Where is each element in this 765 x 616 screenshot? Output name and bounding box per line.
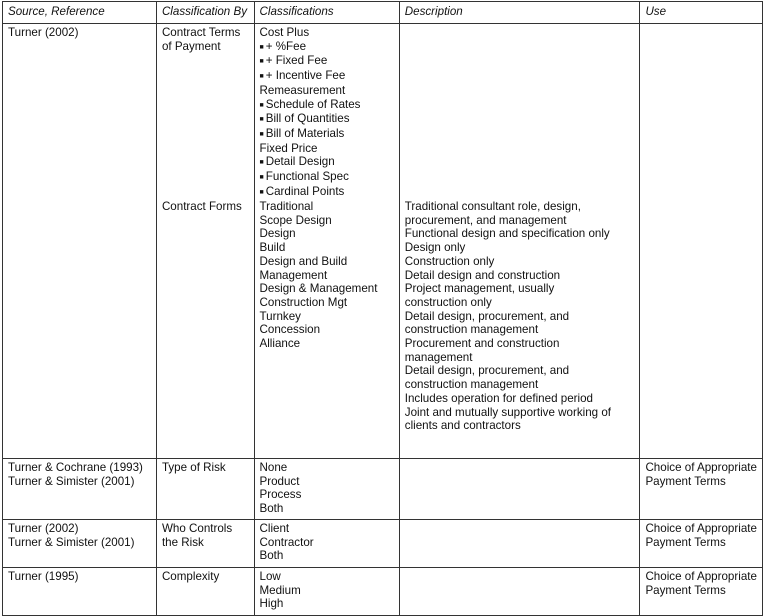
classification-item: Cost Plus — [259, 26, 310, 39]
classification-item: Turnkey — [259, 309, 301, 323]
source-cell — [3, 459, 157, 520]
classification-item: Process — [259, 488, 302, 502]
use-line: Payment Terms — [645, 535, 726, 549]
classification-item: Low — [259, 570, 281, 583]
source-line: Turner & Cochrane (1993) — [8, 461, 143, 474]
classification-item: Contractor — [259, 535, 314, 549]
source-cell — [3, 568, 157, 616]
description-line: Detail design, procurement, and — [404, 309, 570, 323]
header-use: Use — [640, 2, 763, 24]
table-row — [3, 520, 763, 568]
classification-by-line: of Payment — [161, 39, 221, 53]
classification-item: Medium — [259, 583, 301, 597]
classification-item: ■ Functional Spec — [260, 170, 394, 185]
description-cell — [399, 520, 640, 568]
header-source: Source, Reference — [3, 2, 157, 24]
source-line: Turner & Simister (2001) — [8, 474, 135, 488]
header-description: Description — [399, 2, 640, 24]
classifications-cell — [254, 568, 399, 616]
classification-item: Traditional — [259, 200, 314, 213]
description-line: Joint and mutually supportive working of — [404, 405, 611, 419]
source-line: Turner (1995) — [8, 570, 79, 583]
use-line: Payment Terms — [645, 583, 726, 597]
classification-item: Product — [259, 474, 300, 488]
description-line: Traditional consultant role, design, — [404, 200, 581, 213]
description-cell — [399, 459, 640, 520]
description-line: construction management — [404, 378, 539, 392]
source-cell — [3, 24, 157, 459]
classification-by-line: the Risk — [161, 535, 204, 549]
classification-item: Construction Mgt — [259, 295, 348, 309]
description-line: procurement, and management — [404, 213, 567, 227]
classification-item: Both — [259, 549, 284, 563]
classification-by-line: Complexity — [161, 570, 220, 583]
use-line: Choice of Appropriate — [645, 570, 757, 583]
classification-item: Client — [259, 522, 290, 535]
classifications-cell — [254, 459, 399, 520]
source-line: Turner & Simister (2001) — [8, 535, 135, 549]
classification-item: None — [259, 461, 288, 474]
use-cell — [640, 520, 763, 568]
source-line: Turner (2002) — [8, 26, 79, 39]
description-line: Detail design and construction — [404, 268, 561, 282]
description-line: Includes operation for defined period — [404, 391, 593, 405]
description-cell — [399, 568, 640, 616]
classification-item: ■ + Fixed Fee — [260, 54, 394, 69]
classification-item: Remeasurement — [259, 83, 346, 97]
description-line: Detail design, procurement, and — [404, 364, 570, 378]
use-cell — [640, 568, 763, 616]
classification-item: ■ Bill of Quantities — [260, 112, 394, 127]
use-line: Payment Terms — [645, 474, 726, 488]
description-line: Construction only — [404, 254, 495, 268]
classification-item: Fixed Price — [259, 141, 318, 155]
classification-item: ■ Bill of Materials — [260, 127, 394, 142]
classification-item: High — [259, 597, 284, 611]
description-line: Design only — [404, 241, 466, 255]
description-line: construction management — [404, 323, 539, 337]
description-line: clients and contractors — [404, 419, 521, 433]
classification-item: Both — [259, 502, 284, 516]
use-cell — [640, 459, 763, 520]
header-classifications: Classifications — [254, 2, 399, 24]
description-line: Functional design and specification only — [404, 227, 610, 241]
classification-item: ■ Cardinal Points — [260, 185, 394, 200]
table-row — [3, 24, 763, 459]
classification-by-cell — [156, 520, 254, 568]
classification-by-cell — [156, 568, 254, 616]
classification-item: ■ Detail Design — [260, 155, 394, 170]
classification-by-cell — [156, 459, 254, 520]
table-row — [3, 568, 763, 616]
classifications-cell — [254, 520, 399, 568]
classification-item: Design & Management — [259, 282, 378, 296]
classification-item: Design and Build — [259, 254, 348, 268]
source-line: Turner (2002) — [8, 522, 79, 535]
classification-by-line: Type of Risk — [161, 461, 226, 474]
classification-item: Concession — [259, 323, 321, 337]
classifications-cell — [254, 24, 399, 459]
table-row — [3, 459, 763, 520]
header-classification-by: Classification By — [156, 2, 254, 24]
description-line: Procurement and construction — [404, 337, 560, 351]
classification-item: ■ + Incentive Fee — [260, 69, 394, 84]
use-line: Choice of Appropriate — [645, 461, 757, 474]
use-cell — [640, 24, 763, 459]
classification-item: ■ + %Fee — [260, 40, 394, 55]
classification-item: Alliance — [259, 337, 301, 351]
classification-by-line: Contract Forms — [161, 200, 242, 213]
classification-item: Scope Design — [259, 213, 332, 227]
use-line: Choice of Appropriate — [645, 522, 757, 535]
classification-item: Design — [259, 227, 296, 241]
classification-by-line: Contract Terms — [161, 26, 241, 39]
classification-item: ■ Schedule of Rates — [260, 98, 394, 113]
classification-table — [2, 1, 763, 616]
classification-item: Management — [259, 268, 328, 282]
classification-by-line: Who Controls — [161, 522, 233, 535]
classification-item: Build — [259, 241, 286, 255]
description-line: construction only — [404, 295, 492, 309]
description-line: Project management, usually — [404, 282, 555, 296]
description-cell — [399, 24, 640, 459]
classification-by-cell — [156, 24, 254, 459]
description-line: management — [404, 350, 473, 364]
header-row — [3, 2, 763, 24]
source-cell — [3, 520, 157, 568]
